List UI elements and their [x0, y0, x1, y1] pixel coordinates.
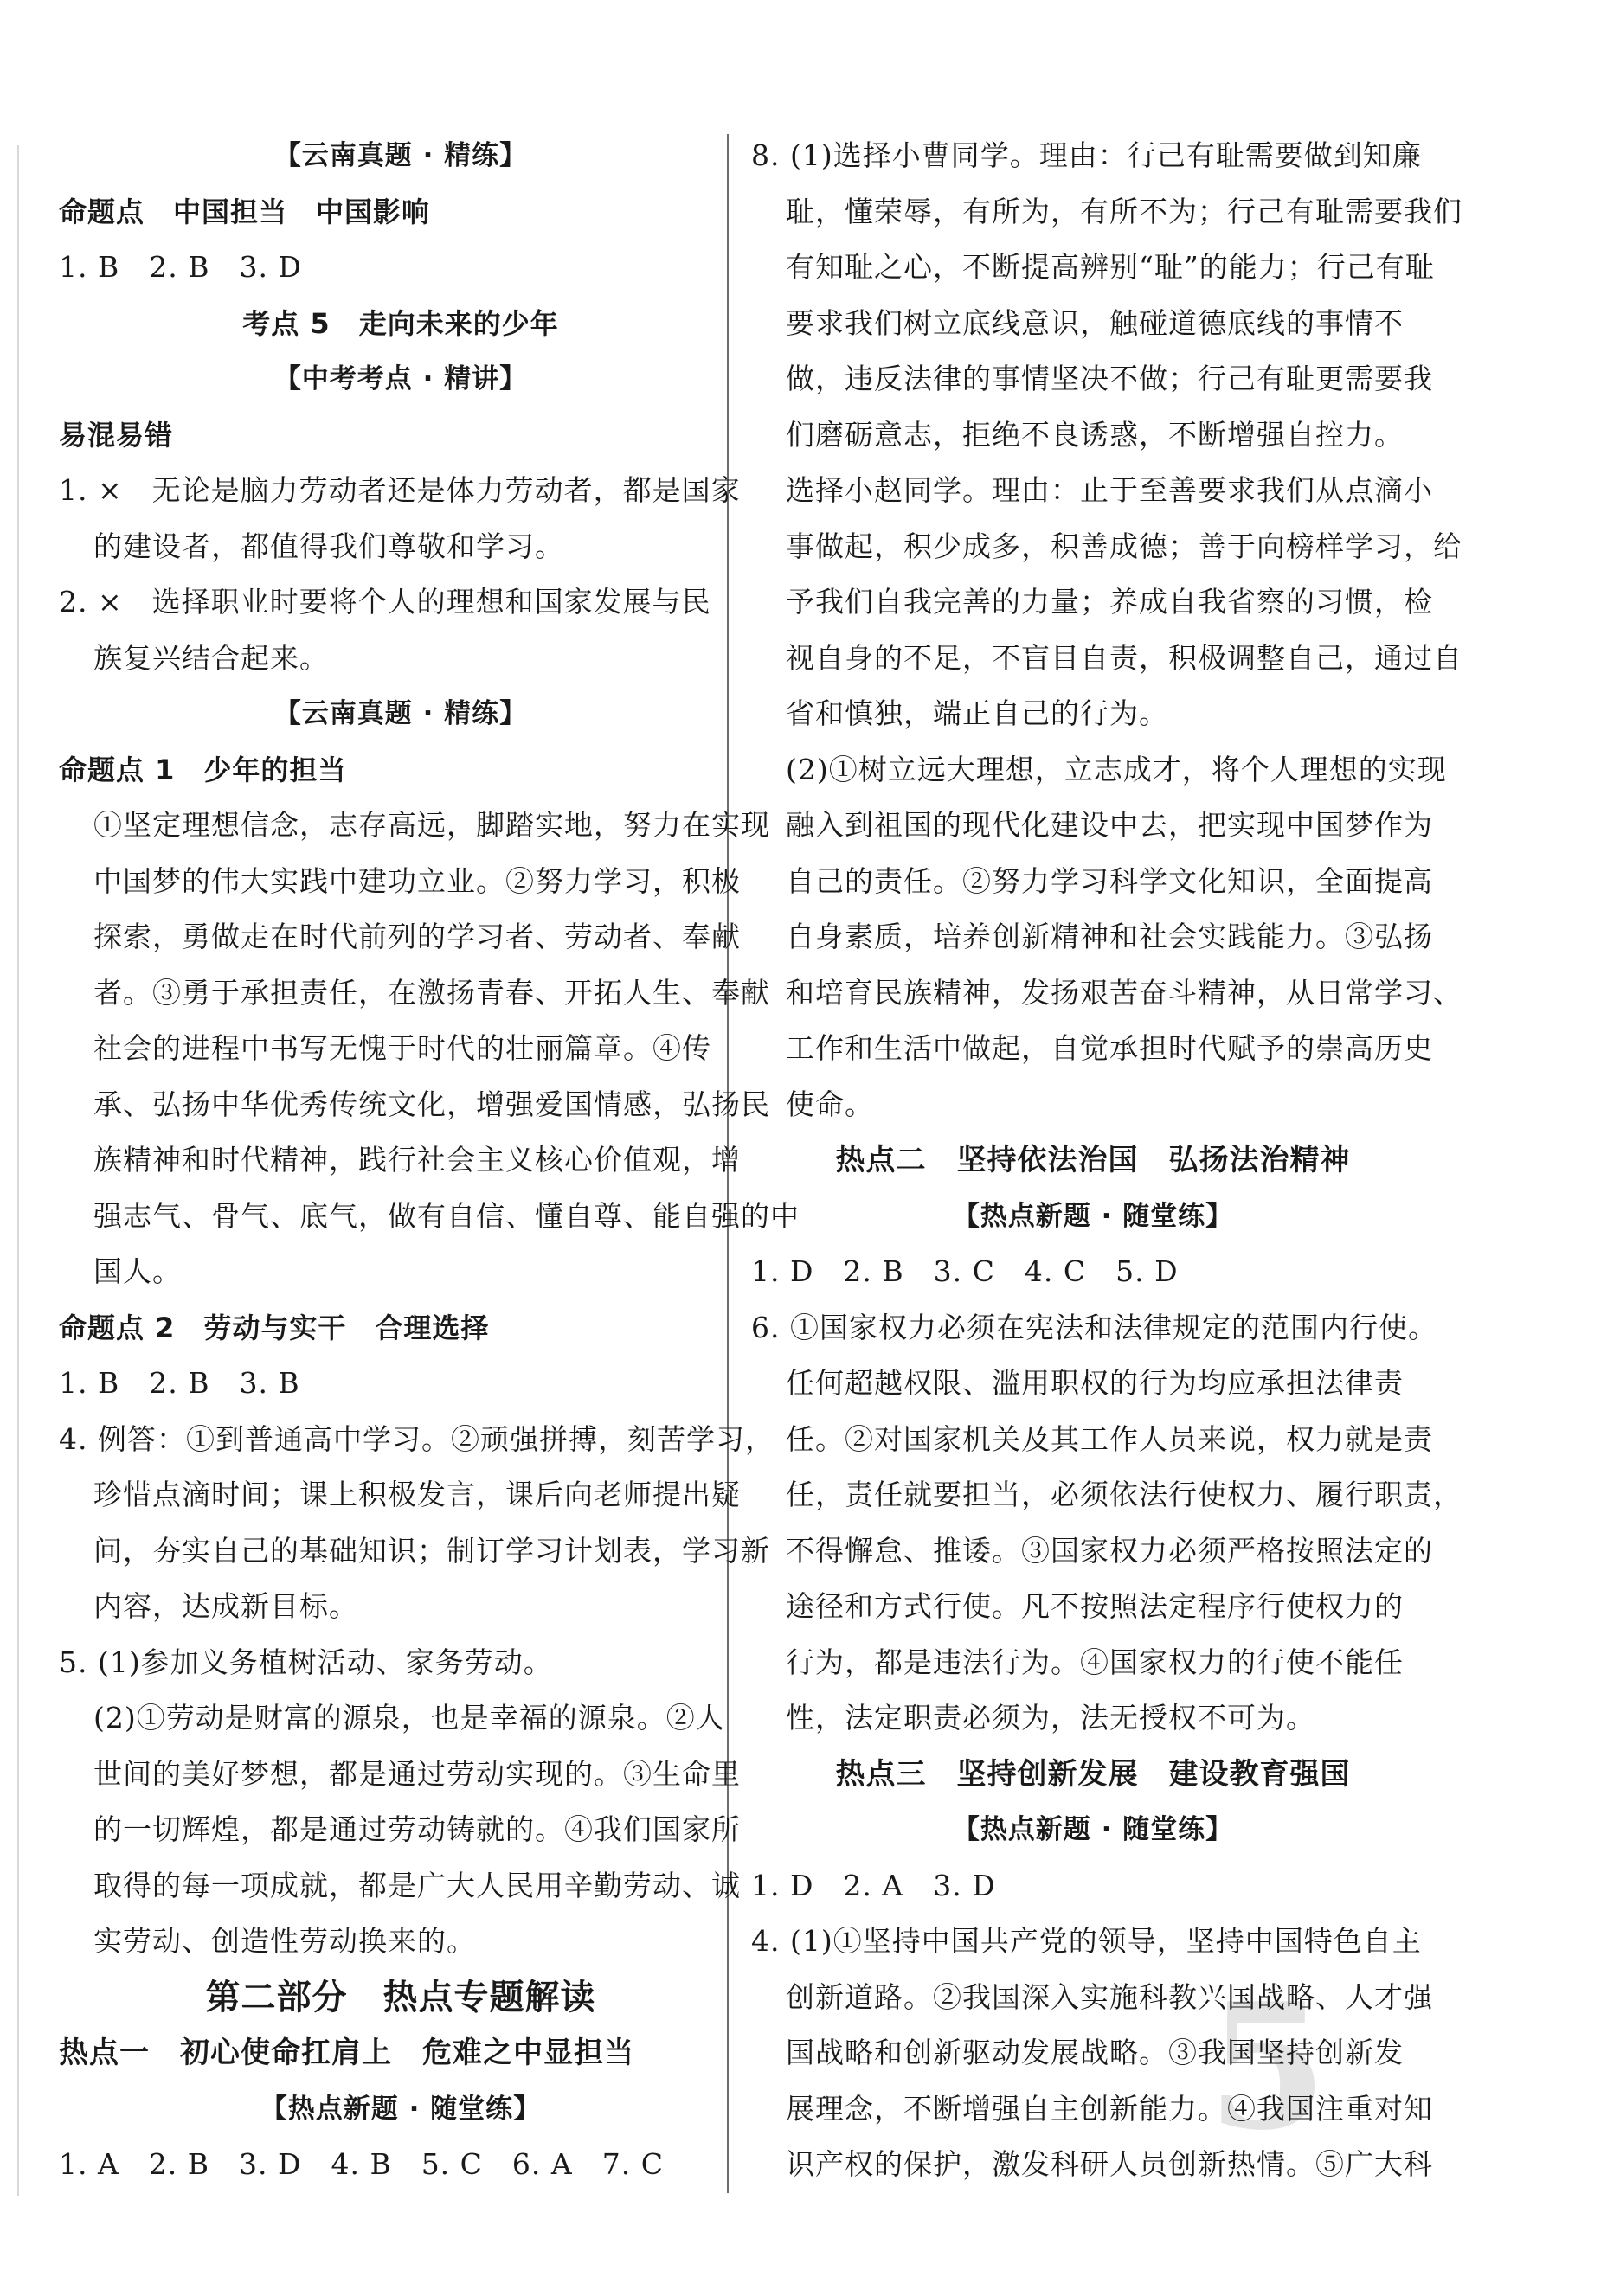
- left-column-line: 易混易错: [59, 418, 174, 452]
- left-column-line: 【云南真题 · 精练】: [273, 140, 528, 171]
- left-column-line: 热点一 初心使命扛肩上 危难之中显担当: [59, 2036, 634, 2070]
- right-column-line: 予我们自我完善的力量；养成自我省察的习惯，检: [786, 585, 1433, 619]
- left-column-line: 1. × 无论是脑力劳动者还是体力劳动者，都是国家: [59, 473, 741, 507]
- left-column: [59, 128, 800, 2193]
- right-column-line: 4. (1)①坚持中国共产党的领导，坚持中国特色自主: [751, 1924, 1422, 1958]
- right-column-line: 热点三 坚持创新发展 建设教育强国: [835, 1756, 1351, 1792]
- left-column-line: 命题点 2 劳动与实干 合理选择: [59, 1311, 490, 1344]
- right-column-line: 们磨砺意志，拒绝不良诱惑，不断增强自控力。: [786, 417, 1404, 452]
- left-column-line: 1. A 2. B 3. D 4. B 5. C 6. A 7. C: [59, 2147, 664, 2181]
- right-column-line: 做，违反法律的事情坚决不做；行己有耻更需要我: [786, 362, 1433, 395]
- right-column-line: 【热点新题 · 随堂练】: [952, 1200, 1234, 1232]
- left-column-line: 第二部分 热点专题解读: [205, 1977, 596, 2017]
- right-column-line: 国战略和创新驱动发展战略。③我国坚持创新发: [786, 2036, 1404, 2069]
- left-column-line: 者。③勇于承担责任，在激扬青春、开拓人生、奉献: [93, 975, 770, 1010]
- right-column-line: 耻，懂荣辱，有所为，有所不为；行己有耻需要我们: [786, 194, 1462, 228]
- left-column-line: 族精神和时代精神，践行社会主义核心价值观，增: [93, 1143, 741, 1177]
- left-column-line: 命题点 1 少年的担当: [59, 753, 347, 786]
- right-column-line: 视自身的不足，不盲目自责，积极调整自己，通过自: [786, 640, 1462, 675]
- right-column-line: 任何超越权限、滥用职权的行为均应承担法律责: [786, 1366, 1404, 1400]
- left-column-line: 的建设者，都值得我们尊敬和学习。: [93, 529, 564, 563]
- left-column-line: 强志气、骨气、底气，做有自信、懂自尊、能自强的中: [93, 1198, 800, 1233]
- left-column-line: 1. B 2. B 3. D: [59, 250, 302, 284]
- left-column-line: 实劳动、创造性劳动换来的。: [93, 1924, 476, 1958]
- right-column-line: 识产权的保护，激发科研人员创新热情。⑤广大科: [786, 2147, 1433, 2181]
- left-column-line: 世间的美好梦想，都是通过劳动实现的。③生命里: [93, 1756, 741, 1791]
- right-column-line: 选择小赵同学。理由：止于至善要求我们从点滴小: [786, 473, 1433, 507]
- left-column-line: 【热点新题 · 随堂练】: [260, 2093, 542, 2125]
- right-column-line: 性，法定职责必须为，法无授权不可为。: [786, 1701, 1315, 1735]
- left-column-line: 的一切辉煌，都是通过劳动铸就的。④我们国家所: [93, 1812, 741, 1846]
- left-column-line: 内容，达成新目标。: [93, 1589, 358, 1623]
- right-column-line: 自己的责任。②努力学习科学文化知识，全面提高: [786, 863, 1433, 898]
- left-column-line: 国人。: [93, 1254, 182, 1288]
- left-column-line: 命题点 中国担当 中国影响: [59, 195, 431, 228]
- left-column-line: 中国梦的伟大实践中建功立业。②努力学习，积极: [93, 863, 741, 898]
- right-column-line: 途径和方式行使。凡不按照法定程序行使权力的: [786, 1589, 1404, 1623]
- right-column-line: 融入到祖国的现代化建设中去，把实现中国梦作为: [786, 808, 1433, 842]
- right-column-line: 热点二 坚持依法治国 弘扬法治精神: [835, 1143, 1351, 1177]
- right-column-line: 和培育民族精神，发扬艰苦奋斗精神，从日常学习、: [786, 975, 1462, 1010]
- left-column-line: 探索，勇做走在时代前列的学习者、劳动者、奉献: [93, 920, 741, 953]
- left-column-line: 2. × 选择职业时要将个人的理想和国家发展与民: [59, 585, 711, 619]
- right-column-line: 有知耻之心，不断提高辨别“耻”的能力；行己有耻: [786, 250, 1435, 284]
- right-column-line: 任。②对国家机关及其工作人员来说，权力就是责: [786, 1421, 1433, 1456]
- right-column-line: 事做起，积少成多，积善成德；善于向榜样学习，给: [786, 529, 1462, 563]
- right-column-line: 【热点新题 · 随堂练】: [952, 1814, 1234, 1845]
- left-column-line: 社会的进程中书写无愧于时代的壮丽篇章。④传: [93, 1031, 711, 1065]
- right-column-line: 省和慎独，端正自己的行为。: [786, 696, 1168, 730]
- left-column-line: 【中考考点 · 精讲】: [273, 363, 528, 394]
- page-number: 5: [1207, 1966, 1328, 2169]
- right-column-line: (2)①树立远大理想，立志成才，将个人理想的实现: [786, 752, 1447, 786]
- left-column-line: 族复兴结合起来。: [93, 640, 329, 675]
- right-column-line: 行为，都是违法行为。④国家权力的行使不能任: [786, 1645, 1404, 1679]
- left-column-line: (2)①劳动是财富的源泉，也是幸福的源泉。②人: [93, 1701, 725, 1735]
- left-column-line: 4. 例答：①到普通高中学习。②顽强拼搏，刻苦学习，: [59, 1421, 775, 1456]
- right-column-line: 1. D 2. A 3. D: [751, 1868, 996, 1902]
- left-column-line: 1. B 2. B 3. B: [59, 1366, 300, 1400]
- left-column-line: 【云南真题 · 精练】: [273, 698, 528, 729]
- right-column-line: 不得懈怠、推诿。③国家权力必须严格按照法定的: [786, 1533, 1433, 1568]
- right-column-line: 任，责任就要担当，必须依法行使权力、履行职责，: [786, 1478, 1462, 1511]
- right-column-line: 展理念，不断增强自主创新能力。④我国注重对知: [786, 2091, 1433, 2126]
- right-column-line: 6. ①国家权力必须在宪法和法律规定的范围内行使。: [751, 1310, 1437, 1344]
- right-column-line: 8. (1)选择小曹同学。理由：行己有耻需要做到知廉: [751, 138, 1422, 172]
- right-column-line: 1. D 2. B 3. C 4. C 5. D: [751, 1254, 1179, 1288]
- right-column-line: 要求我们树立底线意识，触碰道德底线的事情不: [786, 305, 1404, 340]
- left-column-line: ①坚定理想信念，志存高远，脚踏实地，努力在实现: [93, 808, 770, 842]
- page-edge-line: [17, 145, 19, 2196]
- left-column-line: 珍惜点滴时间；课上积极发言，课后向老师提出疑: [93, 1478, 741, 1511]
- left-column-line: 取得的每一项成就，都是广大人民用辛勤劳动、诚: [93, 1868, 741, 1902]
- left-column-line: 5. (1)参加义务植树活动、家务劳动。: [59, 1645, 553, 1679]
- right-column-line: 工作和生活中做起，自觉承担时代赋予的崇高历史: [786, 1031, 1433, 1065]
- right-column-line: 使命。: [786, 1087, 874, 1121]
- right-column-line: 自身素质，培养创新精神和社会实践能力。③弘扬: [786, 920, 1433, 953]
- left-column-line: 承、弘扬中华优秀传统文化，增强爱国情感，弘扬民: [93, 1087, 770, 1121]
- left-column-line: 考点 5 走向未来的少年: [242, 306, 559, 340]
- right-column: [751, 128, 1462, 2193]
- left-column-line: 问，夯实自己的基础知识；制订学习计划表，学习新: [93, 1533, 770, 1568]
- right-column-line: 创新道路。②我国深入实施科教兴国战略、人才强: [786, 1979, 1433, 2014]
